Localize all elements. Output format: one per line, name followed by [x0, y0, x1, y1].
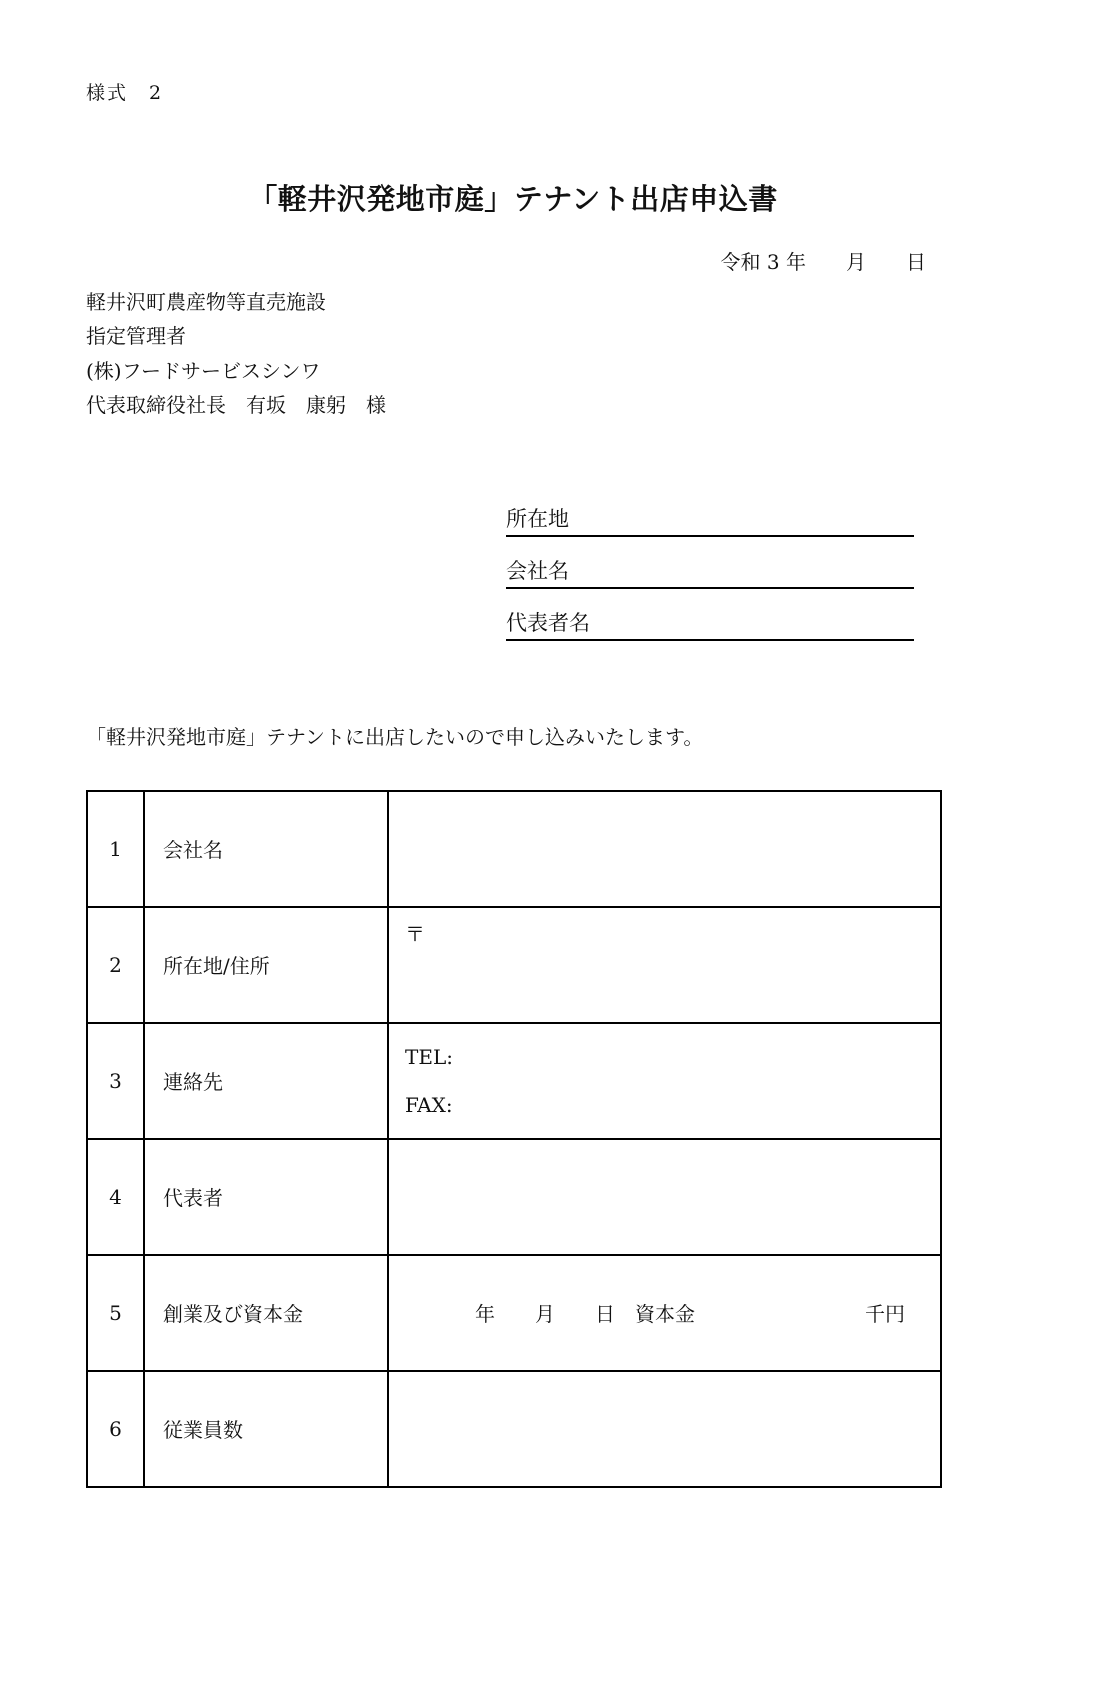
capital-date-labels: 年 月 日 資本金: [475, 1302, 695, 1327]
table-row-founding-capital: [87, 1255, 941, 1371]
row-label: 連絡先: [144, 1023, 388, 1139]
field-representative-name: [506, 589, 914, 641]
row-value-cell: [388, 1255, 941, 1371]
page-title: 「軽井沢発地市庭」テナント出店申込書: [248, 182, 778, 216]
row-number: 1: [87, 791, 144, 907]
row-value-cell: [388, 1371, 941, 1487]
field-company-name-label: 会社名: [506, 558, 569, 583]
addressee-company: (株)フードサービスシンワ: [86, 358, 321, 383]
tel-fax-gap: [405, 1067, 939, 1095]
table-row-employees: [87, 1371, 941, 1487]
application-statement: 「軽井沢発地市庭」テナントに出店したいので申し込みいたします。: [86, 724, 704, 749]
addressee-block: [86, 285, 940, 423]
row-label: 創業及び資本金: [144, 1255, 388, 1371]
addressee-representative: 代表取締役社長 有坂 康躬 様: [86, 393, 386, 418]
row-value-cell: [388, 1023, 941, 1139]
postal-mark: 〒: [405, 921, 425, 946]
capital-line: [405, 1298, 939, 1327]
row-value-cell: [388, 791, 941, 907]
row-label: 所在地/住所: [144, 907, 388, 1023]
row-value-cell: [388, 1139, 941, 1255]
form-code: 様式 2: [86, 82, 164, 104]
row-number: 4: [87, 1139, 144, 1255]
row-number: 2: [87, 907, 144, 1023]
application-table: [86, 790, 942, 1488]
row-number: 6: [87, 1371, 144, 1487]
table-row-address: [87, 907, 941, 1023]
field-representative-name-label: 代表者名: [506, 610, 590, 635]
row-number: 3: [87, 1023, 144, 1139]
row-label: 代表者: [144, 1139, 388, 1255]
addressee-facility: 軽井沢町農産物等直売施設: [86, 290, 326, 314]
field-location-label: 所在地: [506, 506, 569, 531]
row-value-cell: [388, 907, 941, 1023]
field-location: [506, 485, 914, 537]
row-label: 従業員数: [144, 1371, 388, 1487]
capital-unit-label: 千円: [865, 1302, 905, 1327]
addressee-manager: 指定管理者: [86, 324, 186, 349]
table-row-representative: [87, 1139, 941, 1255]
tel-label: TEL:: [405, 1044, 453, 1069]
field-company-name: [506, 537, 914, 589]
tel-fax-block: [405, 1044, 939, 1117]
applicant-signature-fields: [506, 485, 914, 641]
row-number: 5: [87, 1255, 144, 1371]
row-label: 会社名: [144, 791, 388, 907]
table-row-company-name: [87, 791, 941, 907]
table-row-contact: [87, 1023, 941, 1139]
date-line: 令和 3 年 月 日: [720, 250, 926, 274]
fax-label: FAX:: [405, 1092, 453, 1117]
